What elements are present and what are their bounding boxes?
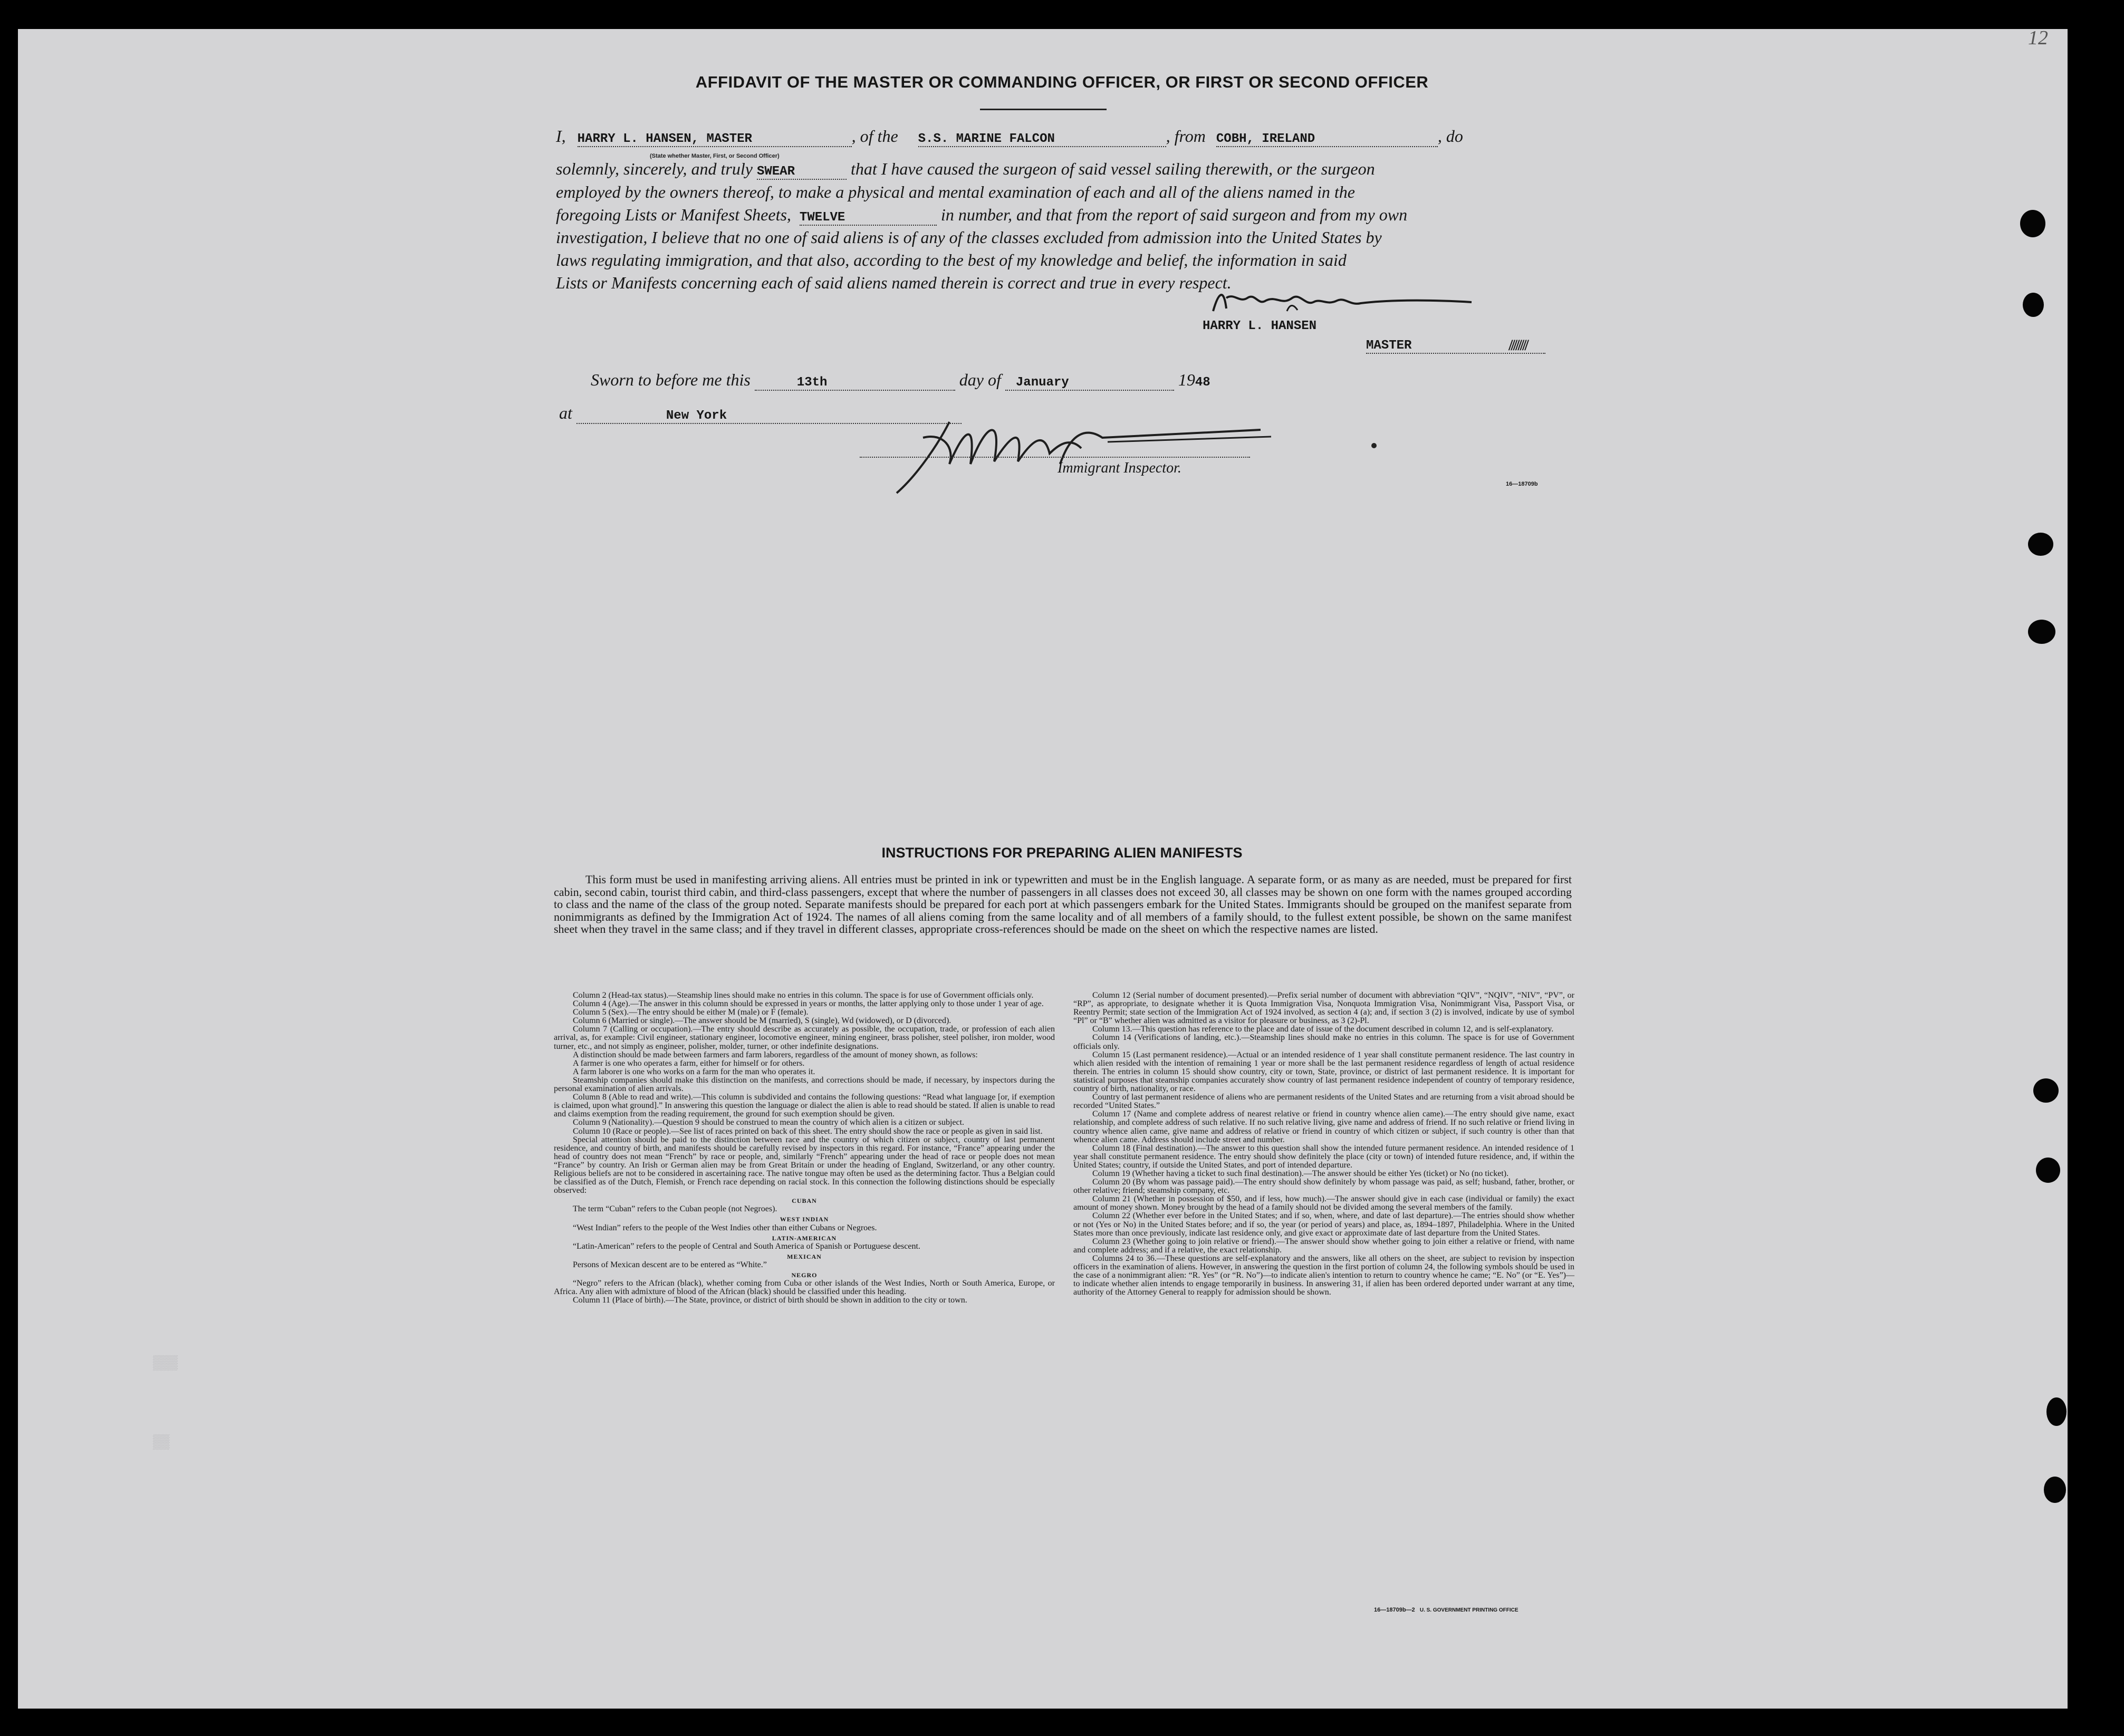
sworn-year: 48 — [1195, 375, 1210, 390]
instruction-paragraph: Column 6 (Married or single).—The answer should be M (married), S (single), Wd (widowed), or D (divorced). — [573, 1016, 952, 1026]
instruction-paragraph: “Latin-American” refers to the people of Central and South America of Spanish or Portuguese descent. — [573, 1241, 920, 1251]
title-rule — [980, 109, 1107, 110]
sworn-month: January — [1005, 375, 1174, 391]
instruction-paragraph: Country of last permanent residence of aliens who are permanent residents of the United States and are returning from a visit abroad should be recorded “United States.” — [1073, 1093, 1574, 1111]
subheading-negro: NEGRO — [791, 1271, 818, 1279]
strike-marks: //////// — [1508, 336, 1527, 354]
subheading-west-indian: WEST INDIAN — [780, 1216, 829, 1223]
inspector-signature-line — [860, 457, 1250, 458]
affidavit-line-5: investigation, I believe that no one of said aliens is of any of the classes excluded from admission into the United States by — [556, 228, 1382, 247]
affidavit-title: AFFIDAVIT OF THE MASTER OR COMMANDING OFFICER, OR FIRST OR SECOND OFFICER — [695, 73, 1429, 91]
master-signature — [1208, 282, 1482, 324]
binder-hole — [2036, 1158, 2060, 1183]
affidavit-line-7: Lists or Manifests concerning each of said aliens named therein is correct and true in every respect. — [556, 273, 1232, 292]
instruction-paragraph: The term “Cuban” refers to the Cuban people (not Negroes). — [573, 1204, 777, 1214]
page-number: 12 — [2028, 27, 2048, 49]
instruction-paragraph: A farm laborer is one who works on a farm for the man who operates it. — [573, 1067, 815, 1076]
subheading-mexican: MEXICAN — [787, 1252, 822, 1260]
affidavit-line-6: laws regulating immigration, and that also, according to the best of my knowledge and belief, the information in said — [556, 250, 1347, 269]
sworn-day: 13th — [755, 375, 955, 391]
instruction-paragraph: Column 19 (Whether having a ticket to such final destination).—The answer should be either Yes (ticket) or No (no ticket). — [1092, 1169, 1509, 1178]
instruction-paragraph: Column 5 (Sex).—The entry should be either M (male) or F (female). — [573, 1008, 809, 1017]
instruction-paragraph: Column 20 (By whom was passage paid).—The entry should show definitely by whom passage was paid, as self; husband, father, brother, or other relative; friend; steamship company, etc. — [1073, 1178, 1574, 1195]
inspector-label: Immigrant Inspector. — [1058, 460, 1181, 476]
affidavit-line-3: employed by the owners thereof, to make a physical and mental examination of each and all of the aliens named in the — [556, 182, 1355, 201]
officer-note: (State whether Master, First, or Second Officer) — [650, 153, 780, 159]
instruction-paragraph: Persons of Mexican descent are to be entered as “White.” — [573, 1260, 767, 1269]
form-code: 16—18709b — [1506, 481, 1538, 487]
bleed-through-mark: ▒▒ — [153, 1434, 170, 1450]
instructions-left-column — [554, 991, 1055, 1305]
binder-hole — [2046, 1397, 2067, 1426]
binder-hole — [2020, 210, 2045, 237]
instruction-paragraph: A distinction should be made between farmers and farm laborers, regardless of the amount of money shown, as follows: — [573, 1050, 978, 1059]
instruction-paragraph: Column 22 (Whether ever before in the United States; and if so, when, where, and date of last departure).—The entries should show whether or not (Yes or No) in the United States before; and if so, the year (or period of years) and place, as, 1894–1897, Philadelphia. Where in the United States more than once previously, indicate last residence only, and give exact or approximate date of last departure from the United States. — [1073, 1211, 1574, 1238]
printer-credit: U. S. GOVERNMENT PRINTING OFFICE — [1419, 1607, 1518, 1613]
instruction-paragraph: Column 18 (Final destination).—The answer to this question shall show the intended future permanent residence. An intended residence of 1 year shall constitute permanent residence. The entry should show definitely the place (city or town) of intended future residence, and, if within the United States; country, if outside the United States, and port of intended departure. — [1073, 1143, 1574, 1170]
instruction-paragraph: Column 9 (Nationality).—Question 9 should be construed to mean the country of which alien is a citizen or subject. — [573, 1118, 965, 1127]
instruction-paragraph: Column 2 (Head-tax status).—Steamship lines should make no entries in this column. The space is for use of Government officials only. — [573, 991, 1034, 1000]
instruction-paragraph: A farmer is one who operates a farm, either for himself or for others. — [573, 1058, 805, 1068]
binder-hole — [2044, 1477, 2066, 1503]
instruction-paragraph: Column 23 (Whether going to join relative or friend).—The answer should show whether going to join either a relative or friend, with name and complete address; and if a relative, the exact relationship. — [1073, 1237, 1574, 1255]
place-field: New York — [576, 409, 962, 424]
subheading-latin-american: LATIN-AMERICAN — [772, 1234, 837, 1242]
instructions-title: INSTRUCTIONS FOR PREPARING ALIEN MANIFESTS — [881, 845, 1243, 861]
binder-hole — [2023, 293, 2044, 317]
binder-hole — [2028, 620, 2055, 644]
sheet-count-field: TWELVE — [800, 210, 937, 226]
subheading-cuban: CUBAN — [792, 1197, 817, 1205]
instruction-paragraph: “Negro” refers to the African (black), whether coming from Cuba or other islands of the West Indies, North or South America, Europe, or Africa. Any alien with admixture of blood of the African (black) should be classified under this heading. — [554, 1279, 1055, 1297]
instruction-paragraph: Columns 24 to 36.—These questions are self-explanatory and the answers, like all others on the sheet, are subject to revision by inspection officers in the examination of aliens. However, in answering the question in the first portion of column 24, the following symbols should be used in the case of a nonimmigrant alien: “R. Yes” (or “R. No”)—to indicate alien's intention to return to country whence he came; “E. No” (or “E. Yes”)—to indicate whether alien intends to engage temporarily in business. In answering 31, if alien has been ordered deported under warrant at any time, authority of the Attorney General to reapply for admission should be shown. — [1073, 1253, 1574, 1297]
instruction-paragraph: Column 11 (Place of birth).—The State, province, or district of birth should be shown in addition to the city or town. — [573, 1296, 967, 1305]
bleed-through-mark: ▒▒▒ — [153, 1355, 178, 1371]
instruction-paragraph: Column 14 (Verifications of landing, etc.).—Steamship lines should make no entries in this column. The space is for use of Government officials only. — [1073, 1033, 1574, 1051]
instruction-paragraph: Special attention should be paid to the distinction between race and the country of which citizen or subject, country of last permanent residence, and country of birth, and manifests should be carefully revised by inspectors in this regard. For instance, “France” appearing under the head of country does not mean “French” by race or people, and, similarly “French” appearing under the head of race or people does not mean “France” by country. An Irish or German alien may be from Great Britain or under the heading of England, Switzerland, or any other country. Religious beliefs are not to be considered in ascertaining race. The native tongue may often be used as the determining factor. Thus a Belgian could be classified as of the Dutch, Flemish, or French race depending on racial stock. In this connection the following distinctions should be especially observed: — [554, 1135, 1055, 1195]
port-field: COBH, IRELAND — [1216, 132, 1438, 147]
instruction-paragraph: Column 10 (Race or people).—See list of races printed on back of this sheet. The entry should show the race or people as given in said list. — [573, 1126, 1043, 1136]
instruction-paragraph: Column 17 (Name and complete address of nearest relative or friend in country whence alien came).—The entry should give name, exact relationship, and complete address of such relative. If no such relative living, give name and address of friend. If no such relative or friend living in country whence alien came, give name and address of relative or friend in country of which citizen or subject, if such country is other than that whence alien came. Address should include street and number. — [1073, 1110, 1574, 1144]
instructions-intro: This form must be used in manifesting arriving aliens. All entries must be printed in ink or typewritten and must be in the English language. A separate form, or as many as are needed, must be prepared for first cabin, second cabin, tourist third cabin, and third-class passengers, except that where the number of passengers in all classes does not exceed 30, all classes may be shown on one form with the names grouped according to class and the name of the class of the group noted. Separate manifests should be prepared for each port at which passengers embark for the United States. Immigrants should be grouped on the manifest separate from nonimmigrants as defined by the Immigration Act of 1924. The names of all aliens coming from the same locality and of all members of a family should, to the fullest extent possible, be shown on the same manifest sheet when they travel in the same class; and if they travel in different classes, appropriate cross-references should be made on the sheet on which the respective names are listed. — [554, 873, 1572, 935]
signer-name: HARRY L. HANSEN — [1203, 319, 1317, 333]
affidavit-line-4: foregoing Lists or Manifest Sheets, TWELVE in number, and that from the report of said surgeon and from my own — [556, 205, 1408, 225]
instruction-paragraph: Column 7 (Calling or occupation).—The entry should describe as accurately as possible, the occupation, trade, or profession of each alien arrival, as, for example: Civil engineer, stationary engineer, locomotive engineer, mining engineer, brass polisher, steel polisher, iron molder, wood turner, etc., and not simply as engineer, polisher, molder, turner, or other indefinite designations. — [554, 1025, 1055, 1051]
signer-title: MASTER — [1366, 339, 1545, 354]
instruction-paragraph: Column 13.—This question has reference to the place and date of issue of the document described in column 12, and is self-explanatory. — [1092, 1025, 1554, 1034]
instruction-paragraph: Column 15 (Last permanent residence).—Actual or an intended residence of 1 year shall constitute permanent residence. The last country in which alien resided with the intention of remaining 1 year or more shall be the last permanent residence regardless of length of actual residence therein. The entries in column 15 should show country, city or town, State, province, or district of last permanent residence. It is important for statistical purposes that steamship companies accurately show country of last permanent residence independent of country of temporary residence, country of birth, nationality, or race. — [1073, 1050, 1574, 1094]
instruction-paragraph: Steamship companies should make this distinction on the manifests, and corrections should be made, if necessary, by inspectors during the personal examination of alien arrivals. — [554, 1075, 1055, 1094]
affidavit-line-1: I, HARRY L. HANSEN, MASTER , of the S.S. MARINE FALCON , from COBH, IRELAND , do — [556, 127, 1463, 146]
instruction-paragraph: Column 21 (Whether in possession of $50, and if less, how much).—The answer should give in each case (individual or family) the exact amount of money shown. Money brought by the head of a family should not be divided among the several members of the family. — [1073, 1194, 1574, 1212]
instruction-paragraph: Column 12 (Serial number of document presented).—Prefix serial number of document with abbreviation “QIV”, “NQIV”, “NIV”, “PV”, or “RP”, as appropriate, to designate whether it is Quota Immigration Visa, Nonquota Immigration Visa, Nonimmigrant Visa, Passport Visa, or Reentry Permit; state section of the Immigration Act of 1924 involved, as section 4 (a); and, if section 3 (2) is involved, indicate by use of symbol “Pl” or “B” whether alien was admitted as a visitor for pleasure or business, as 3 (2)-Pl. — [1073, 991, 1574, 1026]
footer-code: 16—18709b—2 U. S. GOVERNMENT PRINTING OFFICE — [1374, 1607, 1518, 1613]
binder-hole — [2033, 1078, 2059, 1103]
instructions-right-column — [1073, 991, 1574, 1297]
vessel-field: S.S. MARINE FALCON — [918, 132, 1166, 147]
instruction-paragraph: “West Indian” refers to the people of the West Indies other than either Cubans or Negroes. — [573, 1223, 877, 1232]
ink-dot — [1371, 443, 1377, 448]
sworn-line: Sworn to before me this 13th day of January 1948 — [591, 370, 1210, 390]
affidavit-line-2: solemnly, sincerely, and truly SWEAR that I have caused the surgeon of said vessel sailing therewith, or the surgeon — [556, 159, 1375, 179]
binder-hole — [2028, 533, 2053, 556]
instruction-paragraph: Column 8 (Able to read and write).—This column is subdivided and contains the following questions: “Read what language [or, if exemption is claimed, upon what ground].” In answering this question the language or dialect the alien is able to read should be stated. If alien is unable to read and claims exemption from the reading requirement, the ground for such exemption should be given. — [554, 1093, 1055, 1119]
oath-field: SWEAR — [757, 165, 847, 180]
place-line: at New York — [559, 403, 962, 424]
officer-field: HARRY L. HANSEN, MASTER — [578, 132, 852, 147]
inspector-signature — [860, 401, 1282, 506]
instruction-paragraph: Column 4 (Age).—The answer in this column should be expressed in years or months, the latter applying only to those under 1 year of age. — [573, 999, 1044, 1009]
